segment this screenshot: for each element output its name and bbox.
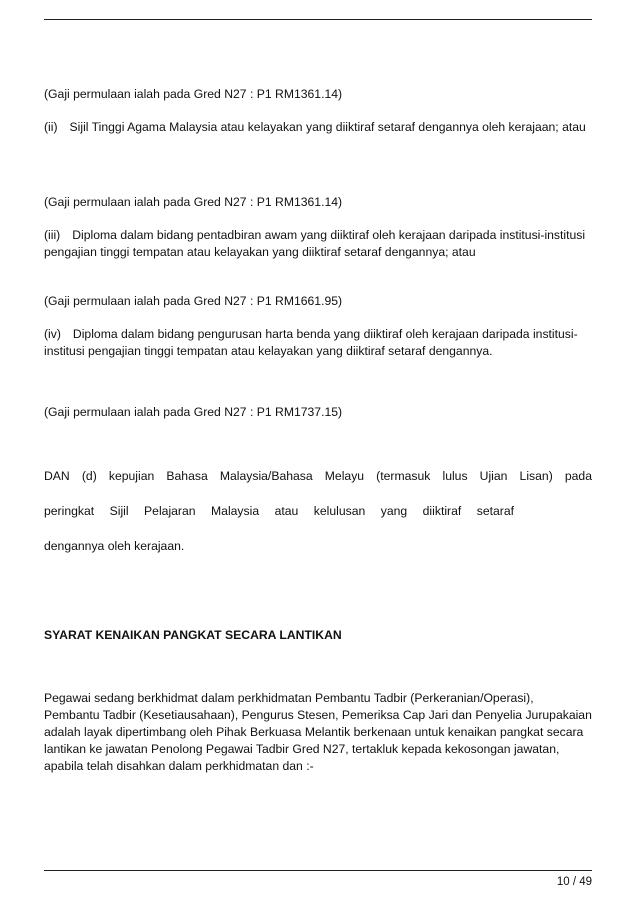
salary-note-2: (Gaji permulaan ialah pada Gred N27 : P1 RM1361.14) xyxy=(44,195,343,209)
item-marker: (ii) xyxy=(44,120,58,134)
item-marker: (iv) xyxy=(44,327,61,341)
salary-note-4: (Gaji permulaan ialah pada Gred N27 : P1 RM1737.15) xyxy=(44,405,343,419)
qualification-item-iv xyxy=(44,326,592,360)
dan-clause-line-3: dengannya oleh kerajaan. xyxy=(44,539,185,553)
section-heading: SYARAT KENAIKAN PANGKAT SECARA LANTIKAN xyxy=(44,628,342,642)
header-rule xyxy=(44,19,592,20)
item-marker: (iii) xyxy=(44,228,61,242)
qualification-item-iii xyxy=(44,227,592,261)
item-text: Diploma dalam bidang pentadbiran awam yang diiktiraf oleh kerajaan daripada institusi-institusi pengajian tinggi tempatan atau kelayakan yang diiktiraf setaraf dengannya; atau xyxy=(44,228,586,259)
body-paragraph: Pegawai sedang berkhidmat dalam perkhidmatan Pembantu Tadbir (Perkeranian/Operasi), Pembantu Tadbir (Kesetiausahaan), Pengurus Stesen, Pemeriksa Cap Jari dan Penyelia Jurupakaian adalah layak dipertimbang oleh Pihak Berkuasa Melantik berkenaan untuk kenaikan pangkat secara lantikan ke jawatan Penolong Pegawai Tadbir Gred N27, tertakluk kepada kekosongan jawatan, apabila telah disahkan dalam perkhidmatan dan :- xyxy=(44,691,592,773)
dan-clause-line-1: DAN (d) kepujian Bahasa Malaysia/Bahasa Melayu (termasuk lulus Ujian Lisan) pada xyxy=(44,469,592,483)
footer-rule xyxy=(44,870,592,871)
qualification-item-ii xyxy=(44,119,592,136)
page-number: 10 / 49 xyxy=(556,876,592,888)
salary-note-3: (Gaji permulaan ialah pada Gred N27 : P1 RM1661.95) xyxy=(44,294,343,308)
item-text: Diploma dalam bidang pengurusan harta benda yang diiktiraf oleh kerajaan daripada institusi-institusi pengajian tinggi tempatan atau kelayakan yang diiktiraf setaraf dengannya. xyxy=(44,327,578,358)
dan-clause-line-2: peringkat Sijil Pelajaran Malaysia atau kelulusan yang diiktiraf setaraf xyxy=(44,504,514,518)
salary-note-1: (Gaji permulaan ialah pada Gred N27 : P1 RM1361.14) xyxy=(44,87,343,101)
item-text: Sijil Tinggi Agama Malaysia atau kelayakan yang diiktiraf setaraf dengannya oleh kerajaan; atau xyxy=(69,120,586,134)
